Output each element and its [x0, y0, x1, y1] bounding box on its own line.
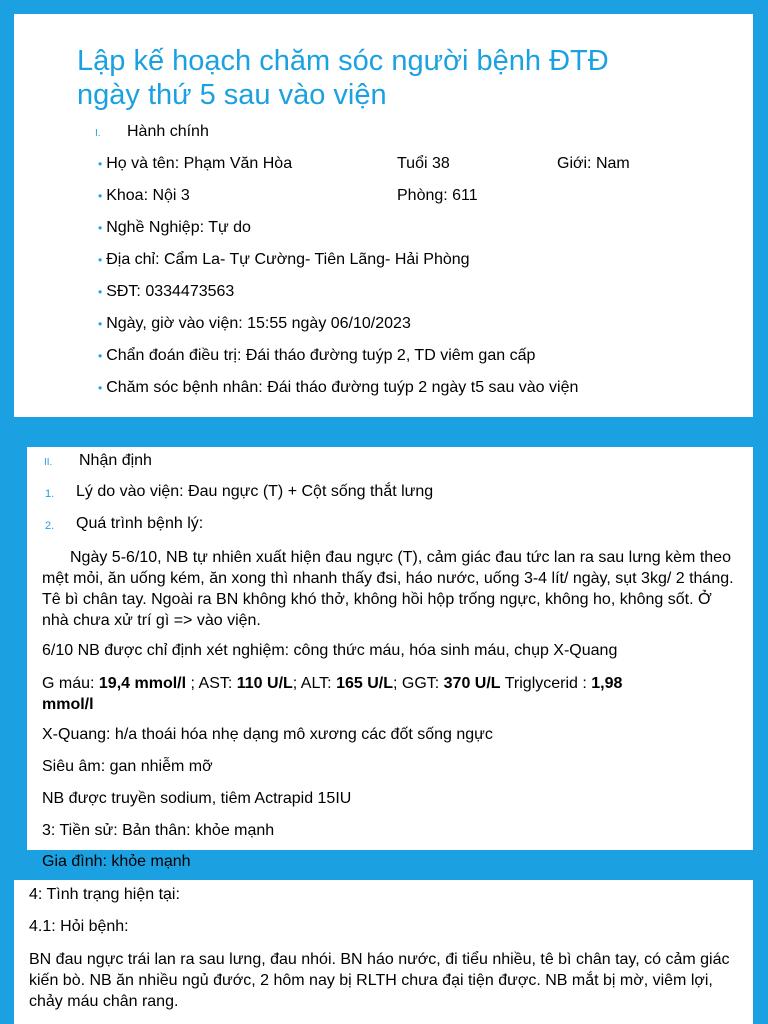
diagnosis: • Chẩn đoán điều trị: Đái tháo đường tuýp 2, TD viêm gan cấp — [98, 347, 536, 364]
slide-administrative — [14, 14, 753, 417]
xray-result: X-Quang: h/a thoái hóa nhẹ dạng mô xương các đốt sống ngực — [42, 726, 493, 743]
patient-age: Tuổi 38 — [397, 155, 450, 172]
admission-reason: Lý do vào viện: Đau ngực (T) + Cột sống thắt lưng — [76, 483, 434, 500]
slide-title — [77, 44, 737, 112]
patient-gender: Giới: Nam — [557, 155, 630, 172]
inquiry-heading: 4.1: Hỏi bệnh: — [29, 918, 129, 935]
treatment: NB được truyền sodium, tiêm Actrapid 15IU — [42, 790, 352, 807]
patient-phone: • SĐT: 0334473563 — [98, 283, 235, 300]
past-history: 3: Tiền sử: Bản thân: khỏe mạnh — [42, 822, 275, 839]
disease-progress-heading: Quá trình bệnh lý: — [76, 515, 204, 532]
inquiry-paragraph: BN đau ngực trái lan ra sau lưng, đau nhói. BN háo nước, đi tiểu nhiều, tê bì chân tay, có cảm giác kiến bò. NB ăn nhiều ngủ đước, 2 hôm nay bị RLTH chưa đại tiện được. NB mắt bị mờ, viêm lợi, chảy máu chân rang. — [29, 951, 730, 1010]
slide-assessment — [27, 447, 753, 870]
patient-room: Phòng: 611 — [397, 187, 478, 204]
item-number: 1. — [45, 488, 55, 500]
history-paragraph: Ngày 5-6/10, NB tự nhiên xuất hiện đau ngực (T), cảm giác đau tức lan ra sau lưng kèm theo mệt mỏi, ăn uống kém, ăn xong thì nhanh thấy đsi, háo nước, uống 3-4 lít/ ngày, sụt 3kg/ 2 tháng. Tê bì chân tay. Ngoài ra BN không khó thở, không hồi hộp trống ngực, không ho, không sốt. Ở nhà chưa xử trí gì => vào viện. — [42, 549, 734, 629]
section-heading: Hành chính — [127, 123, 209, 140]
lab-results: G máu: 19,4 mmol/l ; AST: 110 U/L; ALT: 165 U/L; GGT: 370 U/L Triglycerid : 1,98 mmol/l — [42, 675, 623, 713]
item-number: 2. — [45, 520, 55, 532]
patient-department: • Khoa: Nội 3 — [98, 187, 190, 204]
slide-current-status — [14, 880, 753, 1024]
ultrasound-result: Siêu âm: gan nhiễm mỡ — [42, 758, 213, 775]
tests-ordered: 6/10 NB được chỉ định xét nghiệm: công thức máu, hóa sinh máu, chụp X-Quang — [42, 642, 618, 659]
title-line-2: ngày thứ 5 sau vào viện — [77, 79, 387, 111]
section-numeral: I. — [95, 128, 101, 139]
family-history: Gia đình: khỏe mạnh — [42, 853, 191, 870]
section-heading: Nhận định — [79, 452, 152, 469]
admission-time: • Ngày, giờ vào viện: 15:55 ngày 06/10/2023 — [98, 315, 411, 332]
patient-occupation: • Nghề Nghiệp: Tự do — [98, 219, 251, 236]
section-numeral: II. — [44, 457, 53, 468]
care-plan: • Chăm sóc bệnh nhân: Đái tháo đường tuýp 2 ngày t5 sau vào viện — [98, 379, 579, 396]
patient-address: • Địa chỉ: Cẩm La- Tự Cường- Tiên Lãng- Hải Phòng — [98, 251, 470, 268]
patient-name: • Họ và tên: Phạm Văn Hòa — [98, 155, 293, 172]
current-status-heading: 4: Tình trạng hiện tại: — [29, 886, 180, 903]
title-line-1: Lập kế hoạch chăm sóc người bệnh ĐTĐ — [77, 45, 609, 77]
